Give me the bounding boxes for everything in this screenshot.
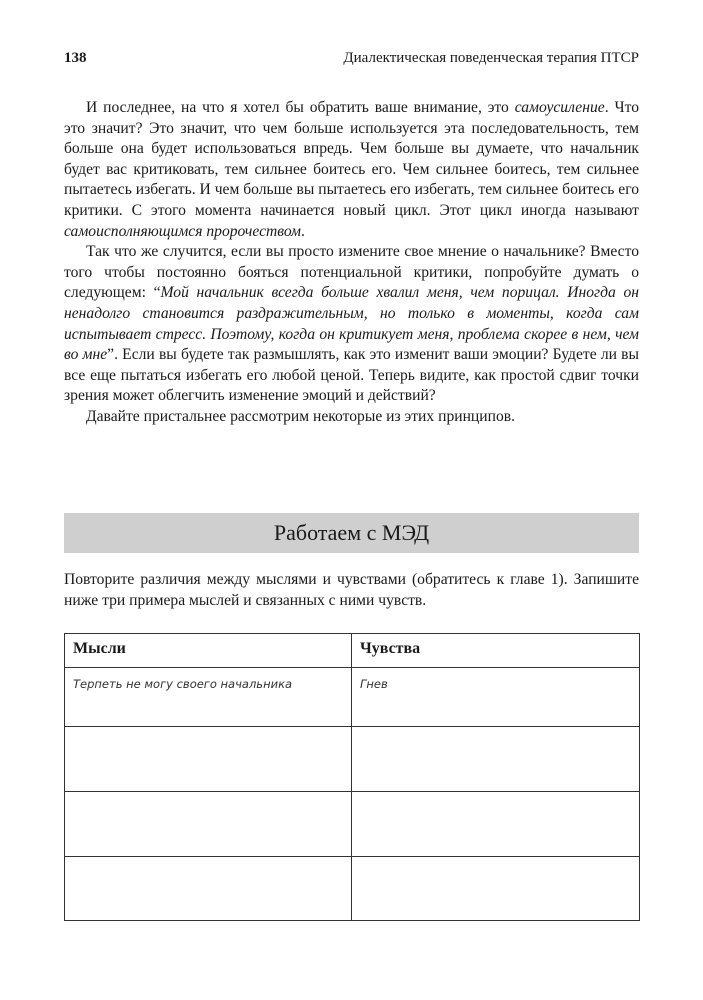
- thought-cell[interactable]: [65, 792, 352, 857]
- body-text: [64, 98, 639, 428]
- paragraph-2: [64, 242, 639, 407]
- section-heading: [64, 513, 639, 553]
- text-run: Так что же случится, если вы просто измените свое мнение о начальнике? Вместо того чтобы постоянно бояться потенциальной критики, попробуйте думать о следующем: “: [64, 243, 639, 302]
- text-run: .: [301, 222, 305, 240]
- text-run: И последнее, на что я хотел бы обратить ваше внимание, это: [86, 99, 515, 116]
- text-run: . Что это значит? Это значит, что чем больше используется эта последовательность, тем больше она будет использоваться впредь. Чем больше вы думаете, что начальник будет вас критиковать, тем сильнее боитесь его. Чем сильнее боитесь, тем сильнее пытаетесь избегать. И чем больше вы пытаетесь его избегать, тем сильнее боитесь его критики. С этого момента начинается новый цикл. Этот цикл иногда называют: [64, 99, 639, 219]
- column-header-feelings: Чувства: [352, 634, 640, 668]
- column-header-thoughts: Мысли: [65, 634, 352, 668]
- table-header-row: [65, 634, 640, 668]
- feeling-cell[interactable]: Гнев: [352, 668, 640, 727]
- feeling-cell[interactable]: [352, 792, 640, 857]
- italic-text: самоусиление: [514, 99, 605, 116]
- running-title: Диалектическая поведенческая терапия ПТСР: [343, 50, 639, 66]
- thought-cell[interactable]: [65, 857, 352, 921]
- feeling-cell[interactable]: [352, 727, 640, 792]
- table-row: [65, 792, 640, 857]
- page-number: 138: [64, 50, 87, 66]
- thought-cell[interactable]: [65, 727, 352, 792]
- italic-text: самоисполняющимся пророчеством: [64, 222, 301, 240]
- table-row: [65, 727, 640, 792]
- feeling-cell[interactable]: [352, 857, 640, 921]
- text-run: ”. Если вы будете так размышлять, как это изменит ваши эмоции? Будете ли вы все еще пытаться избегать его любой ценой. Теперь видите, как простой сдвиг точки зрения может облегчить изменение эмоций и действий?: [64, 346, 639, 405]
- section-title: Работаем с МЭД: [273, 520, 430, 545]
- paragraph-3: [64, 407, 639, 428]
- thought-cell[interactable]: Терпеть не могу своего начальника: [65, 668, 352, 727]
- exercise-instructions: Повторите различия между мыслями и чувствами (обратитесь к главе 1). Запишите ниже три примера мыслей и связанных с ними чувств.: [64, 571, 639, 609]
- italic-text: Мой начальник всегда больше хвалил меня, чем порицал. Иногда он ненадолго становится раздражительным, но только в моменты, когда сам испытывает стресс. Поэтому, когда он критикует меня, проблема скорее в нем, чем во мне: [64, 284, 640, 364]
- table-row: [65, 857, 640, 921]
- paragraph-1: [64, 98, 639, 242]
- table-row: [65, 668, 640, 727]
- text-run: Давайте пристальнее рассмотрим некоторые из этих принципов.: [86, 407, 516, 425]
- thoughts-feelings-table: [64, 633, 640, 921]
- page-header: [64, 50, 639, 67]
